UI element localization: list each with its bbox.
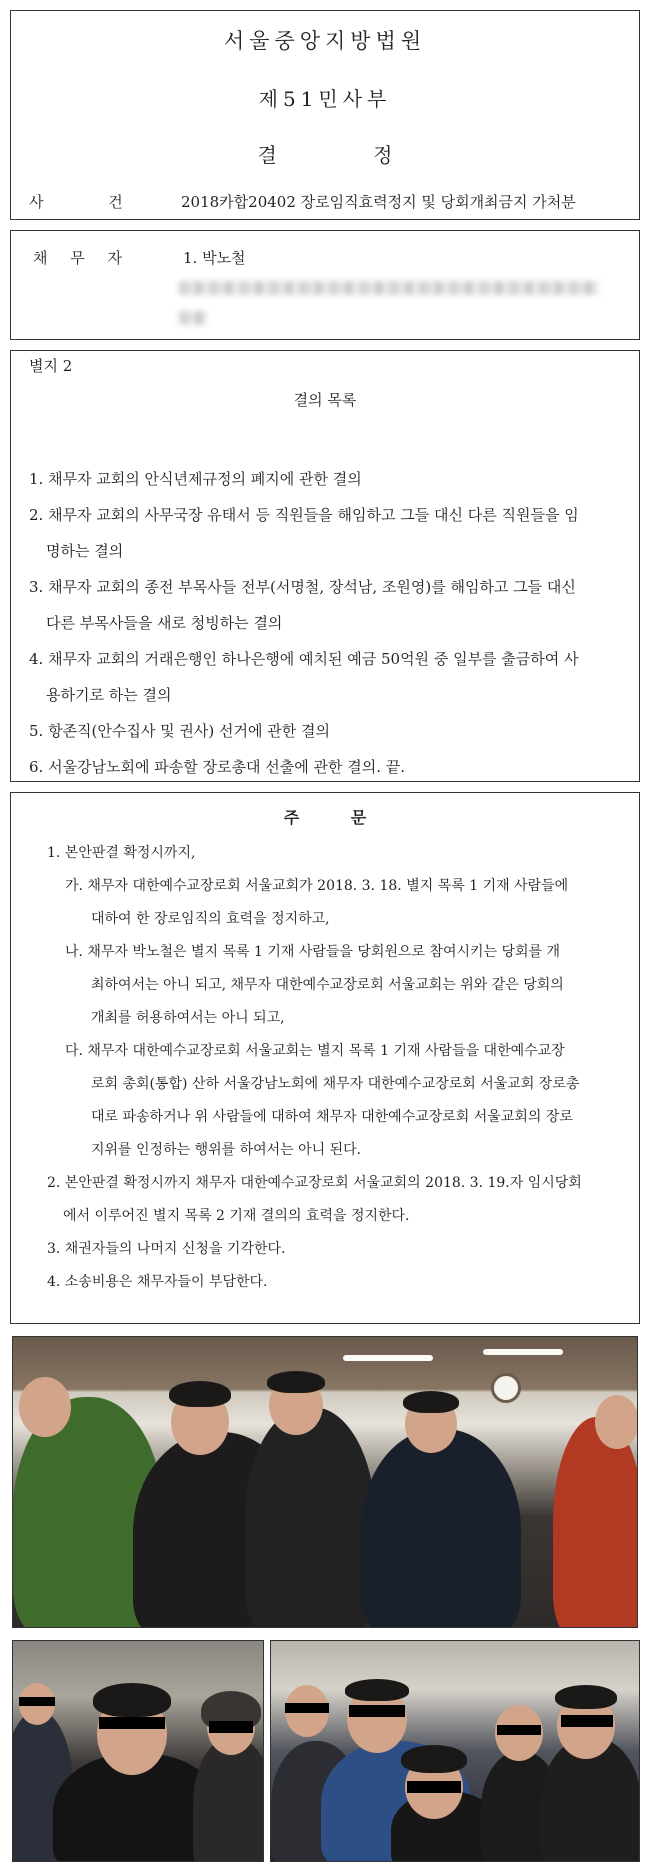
- case-number: 2018카합20402 장로임직효력정지 및 당회개최금지 가처분: [181, 193, 576, 211]
- order-subitem-continued: 개최를 허용하여서는 아니 되고,: [91, 1010, 285, 1026]
- censor-bar: [561, 1715, 613, 1727]
- censor-bar: [19, 1697, 55, 1706]
- court-name: 서울중앙지방법원: [223, 29, 427, 53]
- resolution-item: 6. 서울강남노회에 파송할 장로총대 선출에 관한 결의. 끝.: [29, 758, 406, 776]
- resolution-item: 2. 채무자 교회의 사무국장 유태서 등 직원들을 해임하고 그들 대신 다른 직원들을 임: [29, 506, 579, 524]
- resolution-item-continued: 다른 부목사들을 새로 청빙하는 결의: [46, 614, 283, 632]
- censor-bar: [209, 1721, 253, 1733]
- person-figure: [361, 1429, 521, 1628]
- ruling-order: [10, 792, 640, 1324]
- order-item: 3. 채권자들의 나머지 신청을 기각한다.: [47, 1241, 286, 1257]
- resolution-list: [29, 461, 625, 785]
- debtor-label: 채 무 자: [33, 249, 123, 267]
- person-figure: [193, 1737, 264, 1862]
- order-title: 주 문: [283, 808, 367, 827]
- resolution-item: 1. 채무자 교회의 안식년제규정의 폐지에 관한 결의: [29, 470, 362, 488]
- order-subitem-continued: 대하여 한 장로임직의 효력을 정지하고,: [91, 911, 330, 927]
- resolution-item: 3. 채무자 교회의 종전 부목사들 전부(서명철, 장석남, 조원영)를 해임하고 그들 대신: [29, 578, 576, 596]
- censor-bar: [497, 1725, 541, 1735]
- order-subitem-continued: 로회 총회(통합) 산하 서울강남노회에 채무자 대한예수교장로회 서울교회 장로총: [91, 1076, 580, 1092]
- annex-title: 결의 목록: [293, 391, 357, 409]
- person-hair: [345, 1679, 409, 1701]
- ruling-header: [10, 10, 640, 220]
- order-subitem-continued: 대로 파송하거나 위 사람들에 대하여 채무자 대한예수교장로회 서울교회의 장로: [91, 1109, 573, 1125]
- group-photo-right: [270, 1640, 640, 1862]
- resolution-item-continued: 용하기로 하는 결의: [46, 686, 172, 704]
- resolution-item: 4. 채무자 교회의 거래은행인 하나은행에 예치된 예금 50억원 중 일부를 출금하여 사: [29, 650, 579, 668]
- person-hair: [403, 1391, 459, 1413]
- person-head: [19, 1377, 71, 1437]
- group-photo-left: [12, 1640, 264, 1862]
- department-name: 제51민사부: [258, 87, 392, 111]
- censor-bar: [285, 1703, 329, 1713]
- order-item-continued: 에서 이루어진 별지 목록 2 기재 결의의 효력을 정지한다.: [63, 1208, 410, 1224]
- order-subitem-continued: 최하여서는 아니 되고, 채무자 대한예수교장로회 서울교회는 위와 같은 당회의: [91, 977, 564, 993]
- order-item: 4. 소송비용은 채무자들이 부담한다.: [47, 1274, 268, 1290]
- redacted-address-line: [179, 311, 207, 325]
- resolution-item-continued: 명하는 결의: [46, 542, 124, 560]
- censor-bar: [349, 1705, 405, 1717]
- person-hair: [267, 1371, 325, 1393]
- censor-bar: [407, 1781, 461, 1793]
- ceiling-light: [343, 1355, 433, 1361]
- order-subitem: 다. 채무자 대한예수교장로회 서울교회는 별지 목록 1 기재 사람들을 대한예수교장: [65, 1043, 565, 1059]
- resolution-item: 5. 항존직(안수집사 및 권사) 선거에 관한 결의: [29, 722, 330, 740]
- censor-bar: [99, 1717, 165, 1729]
- person-hair: [93, 1683, 171, 1717]
- redacted-address-line: [179, 281, 599, 295]
- annex-tag: 별지 2: [29, 357, 73, 375]
- order-subitem-continued: 지위를 인정하는 행위를 하여서는 아니 된다.: [91, 1142, 362, 1158]
- order-item: 1. 본안판결 확정시까지,: [47, 845, 196, 861]
- person-hair: [169, 1381, 231, 1407]
- person-figure: [245, 1407, 375, 1628]
- debtor-section: [10, 230, 640, 340]
- document-type: 결 정: [257, 143, 393, 167]
- case-label: 사 건: [29, 193, 123, 211]
- order-subitem: 가. 채무자 대한예수교장로회 서울교회가 2018. 3. 18. 별지 목록 1 기재 사람들에: [65, 878, 569, 894]
- debtor-name: 1. 박노철: [183, 249, 246, 267]
- person-figure: [553, 1417, 638, 1628]
- person-hair: [555, 1685, 617, 1709]
- wall-clock: [491, 1373, 521, 1403]
- order-subitem: 나. 채무자 박노철은 별지 목록 1 기재 사람들을 당회원으로 참여시키는 당회를 개: [65, 944, 561, 960]
- person-hair: [401, 1745, 467, 1773]
- annex-resolution-list: [10, 350, 640, 782]
- order-body: [47, 837, 625, 1299]
- ceiling-light: [483, 1349, 563, 1355]
- person-head: [595, 1395, 638, 1449]
- scuffle-photo: [12, 1336, 638, 1628]
- order-item: 2. 본안판결 확정시까지 채무자 대한예수교장로회 서울교회의 2018. 3. 19.자 임시당회: [47, 1175, 582, 1191]
